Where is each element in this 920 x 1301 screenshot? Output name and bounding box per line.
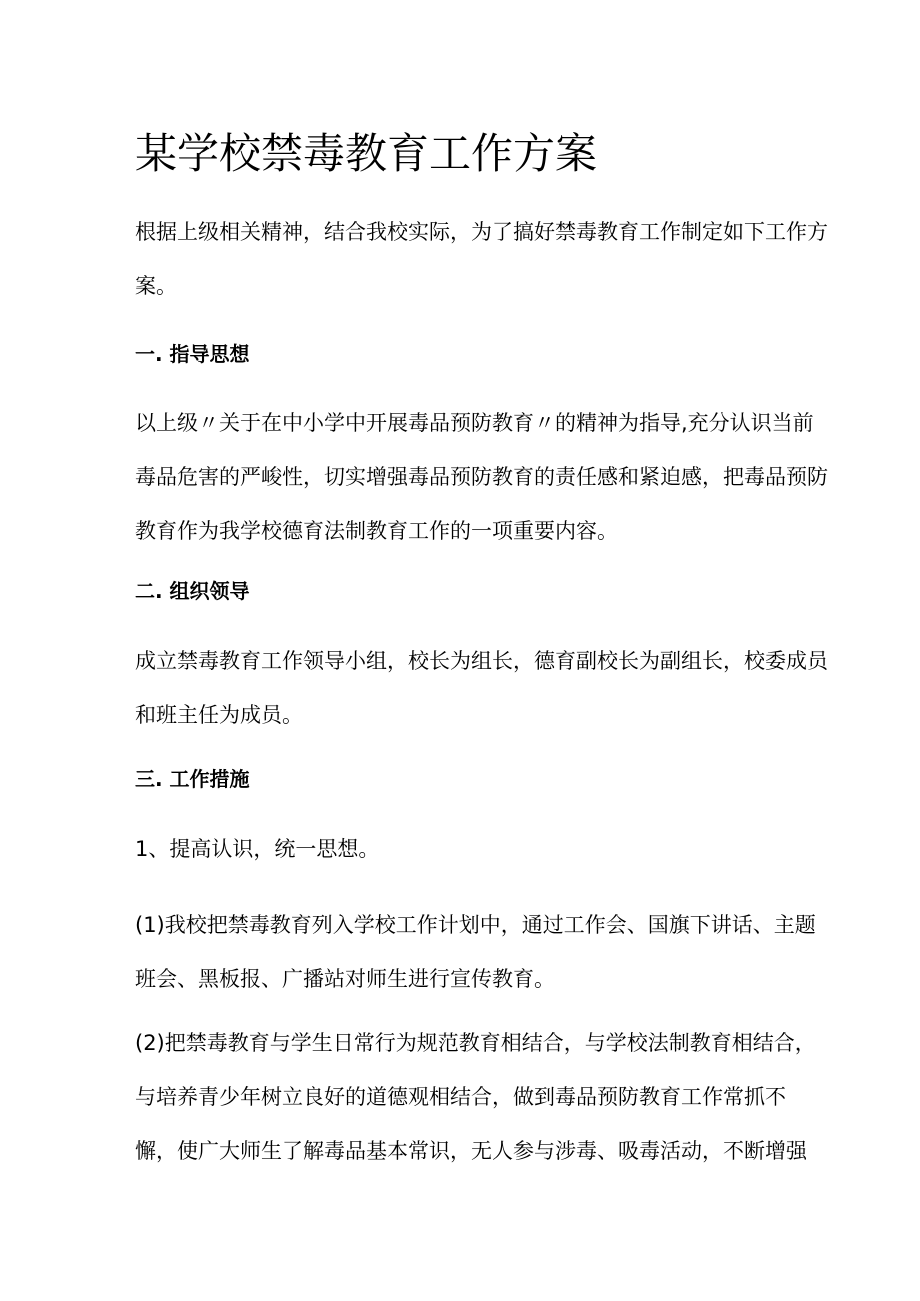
section2-line-2: 和班主任为成员。 <box>135 703 303 727</box>
measure-sub-1-line-1: (1)我校把禁毒教育列入学校工作计划中，通过工作会、国旗下讲话、主题 <box>135 913 816 937</box>
section-heading-organization: 二. 组织领导 <box>135 579 250 603</box>
section-heading-measures: 三. 工作措施 <box>135 767 250 791</box>
intro-line-2: 案。 <box>135 274 177 298</box>
measure-sub-1-paragraph <box>135 898 816 1006</box>
section2-line-1: 成立禁毒教育工作领导小组，校长为组长，德育副校长为副组长，校委成员 <box>135 649 828 673</box>
measure-sub-2-line-2: 与培养青少年树立良好的道德观相结合，做到毒品预防教育工作常抓不 <box>135 1085 786 1109</box>
measure-sub-2-paragraph <box>135 1016 816 1178</box>
document-title: 某学校禁毒教育工作方案 <box>135 129 598 178</box>
measure-item-1-text: 1、提高认识，统一思想。 <box>135 837 380 861</box>
measure-sub-2-line-1: (2)把禁毒教育与学生日常行为规范教育相结合，与学校法制教育相结合， <box>135 1031 816 1055</box>
section1-paragraph <box>135 396 828 558</box>
intro-line-1: 根据上级相关精神，结合我校实际，为了搞好禁毒教育工作制定如下工作方 <box>135 220 828 244</box>
section-heading-guiding-ideology: 一. 指导思想 <box>135 342 250 366</box>
intro-paragraph <box>135 205 828 313</box>
measure-sub-1-line-2: 班会、黑板报、广播站对师生进行宣传教育。 <box>135 967 555 991</box>
section1-line-3: 教育作为我学校德育法制教育工作的一项重要内容。 <box>135 519 618 543</box>
section1-line-1: 以上级〃关于在中小学中开展毒品预防教育〃的精神为指导,充分认识当前 <box>135 411 814 435</box>
section2-paragraph <box>135 634 828 742</box>
section1-line-2: 毒品危害的严峻性，切实增强毒品预防教育的责任感和紧迫感，把毒品预防 <box>135 465 828 489</box>
measure-item-1 <box>135 822 795 876</box>
measure-sub-2-line-3: 懈，使广大师生了解毒品基本常识，无人参与涉毒、吸毒活动，不断增强 <box>135 1139 807 1163</box>
